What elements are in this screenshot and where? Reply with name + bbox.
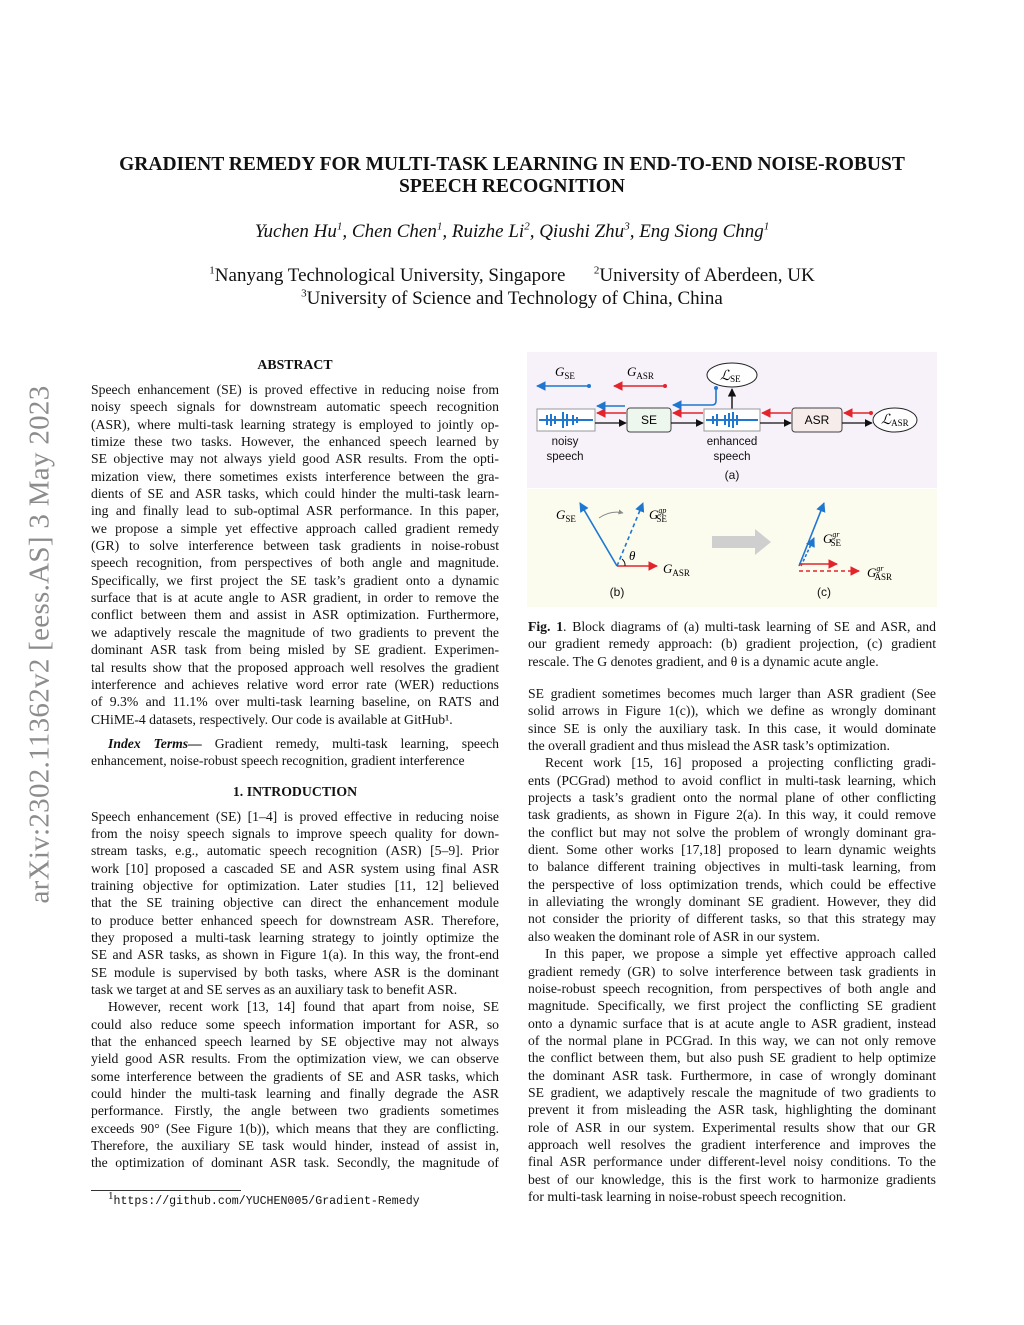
text-line: onto a dynamic surface that is at acute angle to ASR gradient, instead bbox=[528, 1015, 936, 1031]
caption-line: Fig. 1. Block diagrams of (a) multi-task learning of SE and ASR, and bbox=[528, 619, 936, 634]
text-line: SE objective may not always yield good ASR results. From the opti- bbox=[91, 451, 499, 467]
svg-text:GSE: $G_{SE}$ bbox=[556, 507, 576, 524]
svg-text:ℒASR: ℒASR bbox=[881, 413, 909, 428]
text-line: the optimization of dominant ASR task. Secondly, the magnitude of bbox=[91, 1155, 499, 1171]
text-line: we propose a simple yet effective approach called gradient remedy bbox=[91, 520, 499, 536]
text-line: they proposed a multi-task learning strategy to jointly optimize the bbox=[91, 929, 499, 945]
text-line: SE and ASR tasks, as shown in Figure 1(a). In this way, the front-end bbox=[91, 947, 499, 963]
legend-g-se-label: $G_{SE}$ bbox=[555, 364, 575, 381]
text-line: dominant ASR task from being misled by SE gradient. Experimen- bbox=[91, 642, 499, 658]
svg-text:GgpSE: $G^{gp}$ SE bbox=[649, 506, 667, 524]
text-line: solid arrows in Figure 1(c)), which we define as wrongly dominant bbox=[528, 703, 936, 719]
body-paragraph bbox=[528, 685, 936, 754]
text-line: Recent work [15, 16] proposed a projecting conflicting gradi- bbox=[545, 755, 936, 771]
right-column bbox=[528, 685, 936, 1205]
svg-text:(a): (a) bbox=[724, 468, 740, 482]
text-line: that the enhanced speech learned by SE objective may not always bbox=[91, 1034, 499, 1050]
svg-text:(c): (c) bbox=[817, 585, 831, 599]
svg-text:enhanced: enhanced bbox=[706, 436, 758, 448]
text-line: role of ASR in our system. Experimental results show that our GR bbox=[528, 1119, 936, 1135]
text-line: conflict between them and assist in ASR optimization. Furthermore, bbox=[91, 607, 499, 623]
text-line: approach well resolves the gradient interference and improves the bbox=[528, 1136, 936, 1152]
left-column bbox=[91, 355, 499, 1172]
text-line: Specifically, we first project the SE task’s gradient onto a dynamic bbox=[91, 572, 499, 588]
text-line: in alleviating the wrongly dominant SE gradient. However, they did bbox=[528, 894, 936, 910]
footnote: $^1$https://github.com/YUCHEN005/Gradient-Remedy bbox=[108, 1190, 420, 1208]
text-line: task we target at and SE serves as an auxiliary task to benefit ASR. bbox=[91, 982, 458, 997]
text-line: prevent it from misleading the ASR task, highlighting the dominant bbox=[528, 1102, 936, 1118]
text-line: could also reduce some speech information important for ASR, so bbox=[91, 1016, 499, 1032]
abstract-heading: ABSTRACT bbox=[257, 357, 333, 372]
text-line: Speech enhancement (SE) [1–4] is proved effective in reducing noise bbox=[91, 808, 499, 824]
svg-text:θ: θ bbox=[629, 548, 636, 563]
arxiv-identifier: arXiv:2302.11362v2 [eess.AS] 3 May 2023 bbox=[23, 385, 56, 904]
intro-paragraph bbox=[91, 998, 499, 1171]
svg-text:GgrASR: $G^{gr}$ ASR bbox=[867, 564, 893, 582]
text-line: the perspective of loss optimization trends, which could be effective bbox=[528, 876, 936, 892]
text-line: (ASR), where multi-task learning strategy is employed to jointly op- bbox=[91, 416, 499, 432]
text-line: since SE is only the auxiliary task. In this case, it would dominate bbox=[528, 720, 936, 736]
text-line: ents (PCGrad) method to avoid conflict in multi-task learning, which bbox=[528, 772, 936, 788]
text-line: best of our knowledge, this is the first work to harmonize gradients bbox=[528, 1171, 936, 1187]
text-line: yield good ASR results. From the optimization view, we can observe bbox=[91, 1051, 499, 1067]
text-line: could hinder the multi-task learning and finally degrade the ASR bbox=[91, 1086, 499, 1102]
introduction-heading: 1. INTRODUCTION bbox=[232, 783, 358, 799]
text-line: for multi-task learning in noise-robust speech recognition. bbox=[528, 1188, 847, 1204]
svg-text:ASR: ASR bbox=[804, 413, 830, 427]
svg-text:ℒSE: ℒSE bbox=[720, 369, 741, 384]
text-line: dient. Some other works [17,18] proposed to learn dynamic weights bbox=[528, 842, 936, 858]
text-line: not consider the priority of different tasks, so that this strategy may bbox=[528, 911, 936, 927]
legend-g-asr-label: $G_{ASR}$ bbox=[627, 364, 654, 381]
affiliation-line bbox=[60, 288, 964, 310]
author: Yuchen Hu$^1$, bbox=[254, 220, 352, 242]
svg-text:GgrSE: $G^{gr}$ SE bbox=[823, 530, 842, 548]
text-line: training objective for optimization. Later studies [11, 12] believed bbox=[91, 877, 499, 893]
text-line: final ASR performance under different-level noisy conditions. To the bbox=[528, 1154, 936, 1170]
svg-text:SE: SE bbox=[640, 413, 658, 427]
text-line: some interference between the gradients of SE and ASR tasks, which bbox=[91, 1068, 499, 1084]
text-line: dients of SE and ASR tasks, which could hinder the multi-task learn- bbox=[91, 486, 499, 502]
text-line: projects a task’s gradient onto the normal plane of other conflicting bbox=[528, 790, 936, 806]
text-line: to balance different training objectives in multi-task learning, from bbox=[528, 859, 936, 875]
text-line: CHiME-4 datasets, respectively. Our code is available at GitHub¹. bbox=[91, 711, 453, 727]
intro-paragraph bbox=[91, 808, 499, 999]
affiliation-line bbox=[60, 265, 964, 287]
svg-text:noisy: noisy bbox=[551, 436, 579, 448]
text-line: Speech enhancement (SE) is proved effective in reducing noise from bbox=[91, 382, 499, 397]
body-paragraph bbox=[528, 754, 936, 945]
caption-line: rescale. The G denotes gradient, and θ is a dynamic acute angle. bbox=[528, 653, 879, 669]
text-line: also weaken the dominant role of ASR in our system. bbox=[528, 928, 820, 944]
author: Ruizhe Li$^2$, bbox=[451, 220, 540, 242]
figure-caption bbox=[528, 618, 936, 670]
title-line: SPEECH RECOGNITION bbox=[399, 176, 625, 197]
text-line: noisy speech signals for downstream automatic speech recognition bbox=[91, 399, 499, 415]
text-line: (GR) to solve interference between task gradients in noise-robust bbox=[91, 538, 499, 554]
text-line: interference and achieves relative word error rate (WER) reductions bbox=[91, 676, 499, 692]
body-paragraph bbox=[528, 945, 936, 1205]
text-line: tal results show that the proposed approach well resolves the gradient bbox=[91, 659, 499, 675]
paper-title bbox=[60, 154, 964, 198]
text-line: In this paper, we propose a simple yet effective approach called bbox=[545, 946, 936, 962]
svg-text:speech: speech bbox=[546, 451, 584, 463]
text-line: SE module is supervised by both tasks, where ASR is the dominant bbox=[91, 964, 499, 980]
text-line: the dominant ASR task. Furthermore, in case of wrongly dominant bbox=[528, 1067, 936, 1083]
text-line: SE gradient sometimes becomes much larger than ASR gradient (See bbox=[528, 686, 936, 701]
text-line: from the noisy speech signals to improve speech quality for down- bbox=[91, 825, 499, 841]
index-terms-line: enhancement, noise-robust speech recognition, gradient interference bbox=[91, 753, 465, 769]
text-line: of the normal plane in PCGrad. In this way, we can not only remove bbox=[528, 1032, 936, 1048]
author: Chen Chen$^1$, bbox=[351, 220, 452, 242]
text-line: of 9.3% and 11.1% over multi-task learning baseline, on RATS and bbox=[91, 694, 499, 710]
abstract-body bbox=[91, 381, 499, 728]
text-line: the conflict but may not solve the problem of wrongly dominant gra- bbox=[528, 824, 936, 840]
text-line: that the SE training objective can direct the enhancement module bbox=[91, 895, 499, 911]
caption-line: our gradient remedy approach: (b) gradient projection, (c) gradient bbox=[528, 636, 936, 652]
figure-1 bbox=[527, 352, 937, 607]
text-line: the conflict between them, but also push SE gradient to help optimize bbox=[528, 1050, 936, 1066]
text-line: we adaptively rescale the magnitude of two gradients to prevent the bbox=[91, 624, 499, 640]
affiliation: $^2$University of Aberdeen, UK bbox=[593, 264, 815, 286]
text-line: stream tasks, e.g., automatic speech recognition (ASR) [5–9]. Prior bbox=[91, 843, 499, 859]
affiliation: $^3$University of Science and Technology of China, China bbox=[301, 287, 723, 309]
index-terms-line: Index Terms— Gradient remedy, multi-task learning, speech bbox=[108, 735, 499, 751]
text-line: gradient remedy (GR) to solve interference between task gradients in bbox=[528, 963, 936, 979]
svg-text:GASR: $G_{ASR}$ bbox=[663, 561, 690, 578]
author: Qiushi Zhu$^3$, bbox=[539, 220, 640, 242]
author: Eng Siong Chng$^1$ bbox=[639, 220, 770, 242]
svg-text:speech: speech bbox=[713, 451, 751, 463]
text-line: SE gradient, we adaptively rescale the magnitude of two gradients to bbox=[528, 1084, 936, 1100]
text-line: timize these two tasks. However, the enhanced speech learned by bbox=[91, 434, 499, 450]
author-list bbox=[60, 221, 964, 243]
text-line: exceeds 90° (See Figure 1(b)), which means that they are conflicting. bbox=[91, 1120, 499, 1136]
text-line: However, recent work [13, 14] found that apart from noise, SE bbox=[108, 999, 499, 1015]
text-line: noise-robust speech recognition, from perspectives of both angle and bbox=[528, 980, 936, 996]
text-line: magnitude. Specifically, we first project the conflicting SE gradient bbox=[528, 998, 936, 1014]
text-line: performance. Firstly, the angle between two gradients sometimes bbox=[91, 1103, 499, 1119]
text-line: mization view, there sometimes exists interference between the gra- bbox=[91, 468, 499, 484]
text-line: ing and finally lead to sub-optimal ASR performance. In this paper, bbox=[91, 503, 499, 519]
text-line: the overall gradient and thus mislead the ASR task’s optimization. bbox=[528, 738, 890, 754]
text-line: surface that is at acute angle to ASR gradient, in order to remove the bbox=[91, 590, 499, 606]
text-line: to produce better enhanced speech for downstream ASR. Therefore, bbox=[91, 912, 499, 928]
text-line: Therefore, the auxiliary SE task would hinder, instead of assist in, bbox=[91, 1138, 499, 1154]
svg-text:(b): (b) bbox=[609, 585, 625, 599]
text-line: task gradients, as shown in Figure 2(a). In this way, it could remove bbox=[528, 807, 936, 823]
github-link[interactable]: https://github.com/YUCHEN005/Gradient-Remedy bbox=[113, 1195, 420, 1208]
title-line: GRADIENT REMEDY FOR MULTI-TASK LEARNING IN END-TO-END NOISE-ROBUST bbox=[119, 154, 905, 175]
text-line: speech recognition, from perspectives of both angle and magnitude. bbox=[91, 555, 499, 571]
text-line: work [10] proposed a cascaded SE and ASR system using final ASR bbox=[91, 860, 499, 876]
affiliation: $^1$Nanyang Technological University, Singapore bbox=[209, 264, 566, 286]
